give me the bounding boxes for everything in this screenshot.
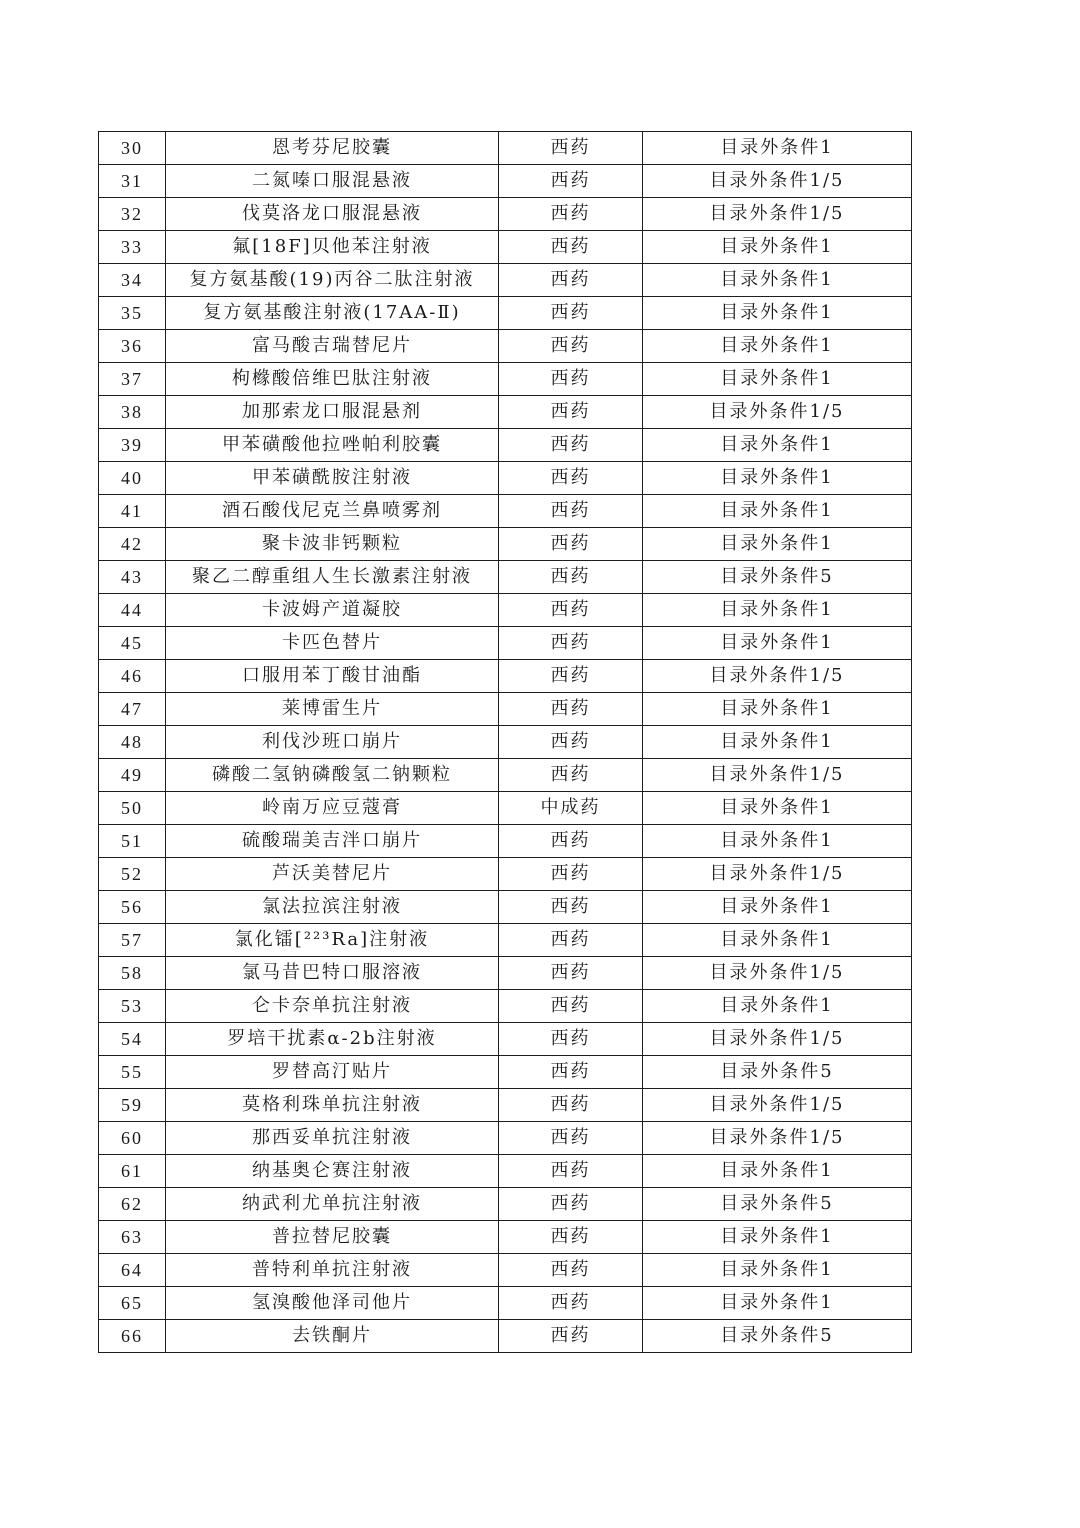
condition-cell: 目录外条件1	[643, 264, 912, 297]
condition-cell: 目录外条件1	[643, 825, 912, 858]
row-number-cell: 56	[99, 891, 166, 924]
condition-cell: 目录外条件1	[643, 495, 912, 528]
row-number-cell: 44	[99, 594, 166, 627]
table-row	[99, 891, 912, 924]
drug-name-cell: 酒石酸伐尼克兰鼻喷雾剂	[166, 495, 499, 528]
condition-cell: 目录外条件1/5	[643, 660, 912, 693]
drug-type-cell: 西药	[499, 297, 643, 330]
drug-name-cell: 富马酸吉瑞替尼片	[166, 330, 499, 363]
drug-name-cell: 氯化镭[²²³Ra]注射液	[166, 924, 499, 957]
row-number-cell: 36	[99, 330, 166, 363]
row-number-cell: 51	[99, 825, 166, 858]
drug-name-cell: 复方氨基酸(19)丙谷二肽注射液	[166, 264, 499, 297]
drug-type-cell: 西药	[499, 627, 643, 660]
drug-type-cell: 西药	[499, 495, 643, 528]
condition-cell: 目录外条件1/5	[643, 957, 912, 990]
drug-type-cell: 西药	[499, 891, 643, 924]
row-number-cell: 52	[99, 858, 166, 891]
drug-type-cell: 西药	[499, 594, 643, 627]
drug-name-cell: 恩考芬尼胶囊	[166, 132, 499, 165]
drug-name-cell: 纳武利尤单抗注射液	[166, 1188, 499, 1221]
row-number-cell: 31	[99, 165, 166, 198]
drug-type-cell: 西药	[499, 1122, 643, 1155]
drug-type-cell: 西药	[499, 957, 643, 990]
drug-name-cell: 甲苯磺酰胺注射液	[166, 462, 499, 495]
drug-type-cell: 西药	[499, 561, 643, 594]
row-number-cell: 34	[99, 264, 166, 297]
table-row	[99, 957, 912, 990]
drug-type-cell: 西药	[499, 1221, 643, 1254]
drug-name-cell: 那西妥单抗注射液	[166, 1122, 499, 1155]
row-number-cell: 30	[99, 132, 166, 165]
drug-name-cell: 芦沃美替尼片	[166, 858, 499, 891]
drug-type-cell: 西药	[499, 825, 643, 858]
table-row	[99, 495, 912, 528]
row-number-cell: 39	[99, 429, 166, 462]
table-row	[99, 132, 912, 165]
table-row	[99, 660, 912, 693]
table-row	[99, 462, 912, 495]
condition-cell: 目录外条件1	[643, 132, 912, 165]
table-row	[99, 396, 912, 429]
drug-name-cell: 莫格利珠单抗注射液	[166, 1089, 499, 1122]
drug-type-cell: 西药	[499, 429, 643, 462]
condition-cell: 目录外条件1	[643, 363, 912, 396]
drug-type-cell: 西药	[499, 1023, 643, 1056]
drug-name-cell: 伐莫洛龙口服混悬液	[166, 198, 499, 231]
drug-name-cell: 纳基奥仑赛注射液	[166, 1155, 499, 1188]
drug-name-cell: 利伐沙班口崩片	[166, 726, 499, 759]
table-row	[99, 1122, 912, 1155]
drug-name-cell: 磷酸二氢钠磷酸氢二钠颗粒	[166, 759, 499, 792]
table-row	[99, 198, 912, 231]
row-number-cell: 33	[99, 231, 166, 264]
drug-type-cell: 西药	[499, 264, 643, 297]
table-row	[99, 594, 912, 627]
row-number-cell: 61	[99, 1155, 166, 1188]
condition-cell: 目录外条件1	[643, 429, 912, 462]
row-number-cell: 59	[99, 1089, 166, 1122]
drug-type-cell: 西药	[499, 462, 643, 495]
row-number-cell: 35	[99, 297, 166, 330]
condition-cell: 目录外条件1/5	[643, 759, 912, 792]
row-number-cell: 53	[99, 990, 166, 1023]
row-number-cell: 38	[99, 396, 166, 429]
table-row	[99, 792, 912, 825]
condition-cell: 目录外条件1/5	[643, 1122, 912, 1155]
drug-name-cell: 莱博雷生片	[166, 693, 499, 726]
row-number-cell: 37	[99, 363, 166, 396]
row-number-cell: 50	[99, 792, 166, 825]
drug-name-cell: 氯法拉滨注射液	[166, 891, 499, 924]
drug-type-cell: 西药	[499, 858, 643, 891]
condition-cell: 目录外条件1	[643, 330, 912, 363]
table-row	[99, 297, 912, 330]
row-number-cell: 65	[99, 1287, 166, 1320]
drug-name-cell: 聚卡波非钙颗粒	[166, 528, 499, 561]
drug-type-cell: 西药	[499, 198, 643, 231]
condition-cell: 目录外条件1/5	[643, 1089, 912, 1122]
drug-name-cell: 普特利单抗注射液	[166, 1254, 499, 1287]
drug-type-cell: 西药	[499, 990, 643, 1023]
table-row	[99, 1221, 912, 1254]
table-row	[99, 759, 912, 792]
drug-name-cell: 氢溴酸他泽司他片	[166, 1287, 499, 1320]
drug-type-cell: 西药	[499, 1320, 643, 1353]
row-number-cell: 43	[99, 561, 166, 594]
drug-name-cell: 聚乙二醇重组人生长激素注射液	[166, 561, 499, 594]
table-row	[99, 693, 912, 726]
table-row	[99, 330, 912, 363]
row-number-cell: 47	[99, 693, 166, 726]
condition-cell: 目录外条件5	[643, 1188, 912, 1221]
drug-name-cell: 硫酸瑞美吉泮口崩片	[166, 825, 499, 858]
table-row	[99, 1056, 912, 1089]
row-number-cell: 60	[99, 1122, 166, 1155]
drug-name-cell: 去铁酮片	[166, 1320, 499, 1353]
table-row	[99, 1320, 912, 1353]
table-row	[99, 1023, 912, 1056]
drug-type-cell: 西药	[499, 132, 643, 165]
row-number-cell: 32	[99, 198, 166, 231]
condition-cell: 目录外条件1	[643, 1221, 912, 1254]
drug-name-cell: 甲苯磺酸他拉唑帕利胶囊	[166, 429, 499, 462]
condition-cell: 目录外条件5	[643, 1056, 912, 1089]
row-number-cell: 64	[99, 1254, 166, 1287]
drug-name-cell: 二氮嗪口服混悬液	[166, 165, 499, 198]
drug-name-cell: 罗培干扰素α-2b注射液	[166, 1023, 499, 1056]
row-number-cell: 62	[99, 1188, 166, 1221]
table-row	[99, 264, 912, 297]
drug-name-cell: 氟[18F]贝他苯注射液	[166, 231, 499, 264]
drug-type-cell: 西药	[499, 330, 643, 363]
drug-name-cell: 加那索龙口服混悬剂	[166, 396, 499, 429]
table-row	[99, 990, 912, 1023]
condition-cell: 目录外条件1	[643, 726, 912, 759]
condition-cell: 目录外条件5	[643, 1320, 912, 1353]
drug-type-cell: 西药	[499, 396, 643, 429]
table-row	[99, 924, 912, 957]
drug-name-cell: 口服用苯丁酸甘油酯	[166, 660, 499, 693]
drug-name-cell: 卡波姆产道凝胶	[166, 594, 499, 627]
table-body	[99, 132, 912, 1353]
table-row	[99, 726, 912, 759]
drug-type-cell: 西药	[499, 759, 643, 792]
drug-type-cell: 西药	[499, 1056, 643, 1089]
table-row	[99, 561, 912, 594]
condition-cell: 目录外条件1/5	[643, 858, 912, 891]
row-number-cell: 40	[99, 462, 166, 495]
row-number-cell: 66	[99, 1320, 166, 1353]
row-number-cell: 63	[99, 1221, 166, 1254]
condition-cell: 目录外条件1	[643, 231, 912, 264]
row-number-cell: 58	[99, 957, 166, 990]
drug-type-cell: 西药	[499, 693, 643, 726]
drug-list-table	[98, 131, 912, 1353]
drug-name-cell: 卡匹色替片	[166, 627, 499, 660]
drug-type-cell: 西药	[499, 726, 643, 759]
drug-type-cell: 西药	[499, 924, 643, 957]
drug-name-cell: 枸橼酸倍维巴肽注射液	[166, 363, 499, 396]
table-row	[99, 1089, 912, 1122]
condition-cell: 目录外条件1	[643, 528, 912, 561]
row-number-cell: 57	[99, 924, 166, 957]
drug-name-cell: 普拉替尼胶囊	[166, 1221, 499, 1254]
drug-type-cell: 西药	[499, 1287, 643, 1320]
table-row	[99, 1188, 912, 1221]
drug-type-cell: 西药	[499, 231, 643, 264]
condition-cell: 目录外条件1	[643, 924, 912, 957]
condition-cell: 目录外条件1/5	[643, 396, 912, 429]
drug-name-cell: 罗替高汀贴片	[166, 1056, 499, 1089]
drug-type-cell: 西药	[499, 660, 643, 693]
row-number-cell: 55	[99, 1056, 166, 1089]
table-row	[99, 1287, 912, 1320]
condition-cell: 目录外条件1	[643, 297, 912, 330]
condition-cell: 目录外条件1/5	[643, 1023, 912, 1056]
condition-cell: 目录外条件1/5	[643, 198, 912, 231]
drug-name-cell: 仑卡奈单抗注射液	[166, 990, 499, 1023]
drug-name-cell: 氯马昔巴特口服溶液	[166, 957, 499, 990]
table-row	[99, 1155, 912, 1188]
row-number-cell: 42	[99, 528, 166, 561]
drug-type-cell: 西药	[499, 1089, 643, 1122]
table-row	[99, 363, 912, 396]
table-row	[99, 231, 912, 264]
drug-type-cell: 西药	[499, 1188, 643, 1221]
drug-type-cell: 西药	[499, 1254, 643, 1287]
row-number-cell: 46	[99, 660, 166, 693]
condition-cell: 目录外条件1	[643, 1287, 912, 1320]
row-number-cell: 41	[99, 495, 166, 528]
row-number-cell: 45	[99, 627, 166, 660]
table-row	[99, 429, 912, 462]
row-number-cell: 48	[99, 726, 166, 759]
condition-cell: 目录外条件1	[643, 1254, 912, 1287]
drug-type-cell: 中成药	[499, 792, 643, 825]
table-row	[99, 825, 912, 858]
condition-cell: 目录外条件1	[643, 1155, 912, 1188]
drug-type-cell: 西药	[499, 363, 643, 396]
table-row	[99, 1254, 912, 1287]
condition-cell: 目录外条件1	[643, 627, 912, 660]
condition-cell: 目录外条件1	[643, 891, 912, 924]
drug-type-cell: 西药	[499, 1155, 643, 1188]
drug-name-cell: 复方氨基酸注射液(17AA-Ⅱ)	[166, 297, 499, 330]
drug-name-cell: 岭南万应豆蔻膏	[166, 792, 499, 825]
condition-cell: 目录外条件5	[643, 561, 912, 594]
row-number-cell: 49	[99, 759, 166, 792]
condition-cell: 目录外条件1	[643, 990, 912, 1023]
drug-type-cell: 西药	[499, 528, 643, 561]
table-row	[99, 528, 912, 561]
condition-cell: 目录外条件1	[643, 792, 912, 825]
condition-cell: 目录外条件1/5	[643, 165, 912, 198]
table-row	[99, 627, 912, 660]
condition-cell: 目录外条件1	[643, 693, 912, 726]
condition-cell: 目录外条件1	[643, 594, 912, 627]
table-row	[99, 165, 912, 198]
row-number-cell: 54	[99, 1023, 166, 1056]
condition-cell: 目录外条件1	[643, 462, 912, 495]
table-row	[99, 858, 912, 891]
drug-type-cell: 西药	[499, 165, 643, 198]
